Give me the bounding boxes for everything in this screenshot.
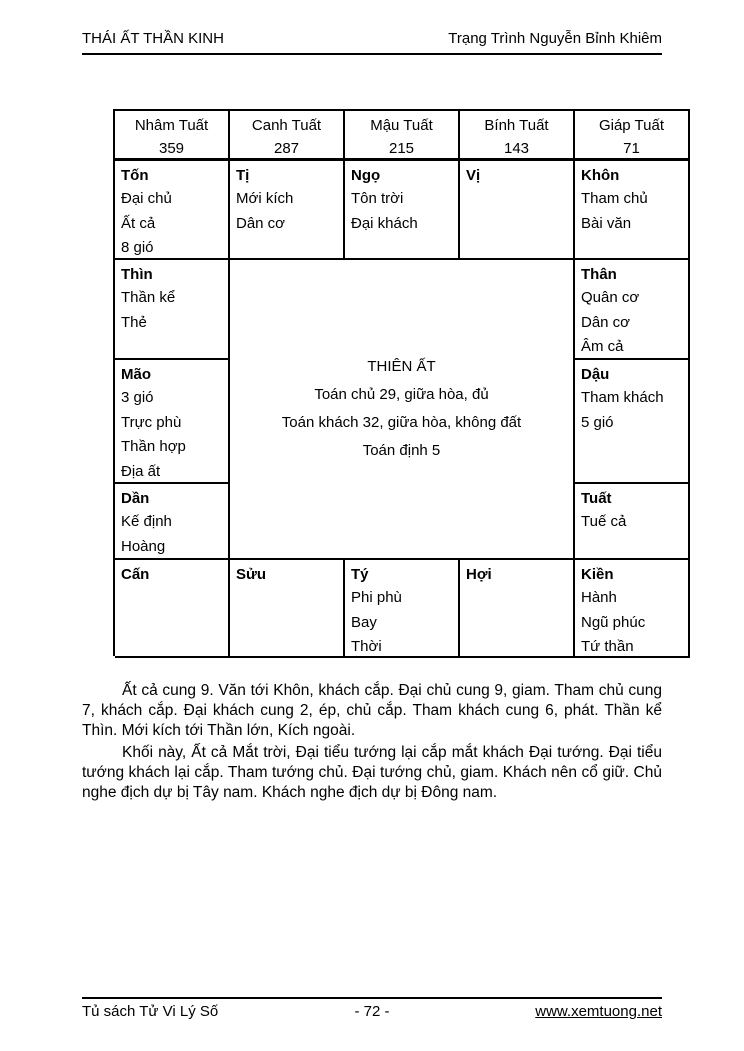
palace-name: Kiền — [581, 566, 614, 583]
palace-line: Tham chủ — [581, 190, 648, 207]
palace-name: Hợi — [466, 566, 492, 583]
center-line: Toán chủ 29, giữa hòa, đủ — [314, 386, 489, 403]
paragraph: Khối này, Ất cả Mắt trời, Đại tiểu tướng lại cắp mắt khách Đại tướng. Đại tiểu tướng khách lại cắp. Tham tướng chủ. Đại tướng chủ, giam. Khách nên cổ giữ. Chủ nghe địch dự bị Tây nam. Khách nghe địch dự bị Đông nam. — [82, 744, 662, 801]
palace-suu — [230, 560, 345, 658]
palace-khon — [575, 161, 690, 260]
palace-line: Thần kể — [121, 289, 176, 306]
palace-name: Dần — [121, 490, 150, 507]
palace-name: Tý — [351, 566, 369, 583]
palace-line: Đại khách — [351, 214, 418, 232]
palace-line: Tứ thần — [581, 638, 634, 655]
palace-line: Tham khách — [581, 389, 664, 406]
palace-name: Vị — [466, 167, 481, 184]
palace-name: Tuất — [581, 490, 612, 507]
palace-hoi — [460, 560, 575, 658]
year-cell-mau-tuat — [345, 111, 460, 161]
book-title: THÁI ẤT THẦN KINH — [82, 30, 224, 47]
year-value: 287 — [273, 140, 300, 157]
palace-name: Tị — [236, 167, 250, 184]
center-palace-thien-at — [230, 260, 575, 560]
palace-line: Tuế cả — [581, 513, 627, 530]
year-value: 143 — [503, 140, 530, 157]
palace-line: Thần hợp — [121, 438, 186, 455]
palace-name: Khôn — [581, 167, 620, 184]
palace-vi — [460, 161, 575, 260]
page-footer — [82, 997, 662, 1020]
palace-line: 5 gió — [581, 413, 614, 431]
palace-ngo — [345, 161, 460, 260]
palace-line: 8 gió — [121, 239, 154, 256]
center-title: THIÊN ẤT — [367, 358, 436, 375]
palace-ton — [115, 161, 230, 260]
palace-name: Mão — [121, 366, 151, 383]
paragraph: Ất cả cung 9. Văn tới Khôn, khách cắp. Đại chủ cung 9, giam. Tham chủ cung 7, khách cắp. Đại khách cung 2, ép, chủ cắp. Tham khách cung 6, phát. Thần kể Thìn. Mới kích tới Thần lớn, Kích ngoài. — [82, 682, 662, 739]
page-header — [82, 30, 662, 55]
palace-line: Mới kích — [236, 190, 294, 207]
year-name: Mậu Tuất — [370, 117, 433, 134]
palace-line: Kế định — [121, 513, 172, 530]
palace-line: Hoàng — [121, 537, 166, 555]
palace-line: Thẻ — [121, 313, 147, 331]
palace-dau — [575, 360, 690, 484]
palace-line: Hành — [581, 589, 617, 606]
palace-mao — [115, 360, 230, 484]
palace-name: Thân — [581, 266, 617, 283]
palace-tuat — [575, 484, 690, 560]
palace-name: Tốn — [121, 167, 149, 184]
palace-line: Bài văn — [581, 214, 632, 232]
palace-line: Dân cơ — [581, 313, 631, 331]
palace-can — [115, 560, 230, 658]
year-value: 359 — [158, 140, 185, 157]
palace-line: Tôn trời — [351, 190, 404, 207]
footer-series-title: Tủ sách Tử Vi Lý Số — [82, 1003, 219, 1020]
year-name: Canh Tuất — [251, 117, 322, 134]
palace-line: Phi phù — [351, 589, 402, 606]
palace-thin — [115, 260, 230, 360]
year-cell-nham-tuat — [115, 111, 230, 161]
year-value: 71 — [623, 140, 640, 157]
palace-line: 3 gió — [121, 389, 154, 406]
palace-line: Bay — [351, 613, 377, 631]
page-number: - 72 - — [354, 1003, 390, 1020]
year-cell-binh-tuat — [460, 111, 575, 161]
palace-ty — [345, 560, 460, 658]
year-name: Bính Tuất — [484, 117, 549, 134]
palace-name: Sửu — [236, 566, 267, 583]
year-value: 215 — [388, 140, 415, 157]
year-cell-giap-tuat — [575, 111, 690, 161]
palace-name: Cấn — [121, 566, 150, 583]
thai-at-chart — [113, 109, 690, 656]
website-link[interactable]: www.xemtuong.net — [535, 1003, 662, 1020]
palace-name: Dậu — [581, 366, 610, 383]
palace-line: Ất cả — [121, 214, 156, 232]
palace-line: Quân cơ — [581, 289, 640, 306]
palace-ti — [230, 161, 345, 260]
year-name: Nhâm Tuất — [134, 117, 209, 134]
center-line: Toán định 5 — [362, 442, 441, 459]
author-name: Trạng Trình Nguyễn Bỉnh Khiêm — [448, 30, 662, 47]
palace-name: Thìn — [121, 266, 153, 283]
palace-than — [575, 260, 690, 360]
palace-name: Ngọ — [351, 167, 381, 184]
palace-line: Âm cả — [581, 338, 624, 355]
palace-dan — [115, 484, 230, 560]
palace-line: Địa ất — [121, 462, 161, 480]
palace-line: Ngũ phúc — [581, 613, 646, 631]
year-name: Giáp Tuất — [598, 117, 665, 134]
body-text — [82, 681, 662, 805]
palace-kien — [575, 560, 690, 658]
palace-line: Thời — [351, 638, 382, 655]
palace-line: Trực phù — [121, 413, 182, 431]
year-cell-canh-tuat — [230, 111, 345, 161]
palace-line: Đại chủ — [121, 190, 172, 207]
palace-line: Dân cơ — [236, 214, 286, 232]
center-line: Toán khách 32, giữa hòa, không đất — [281, 414, 522, 431]
